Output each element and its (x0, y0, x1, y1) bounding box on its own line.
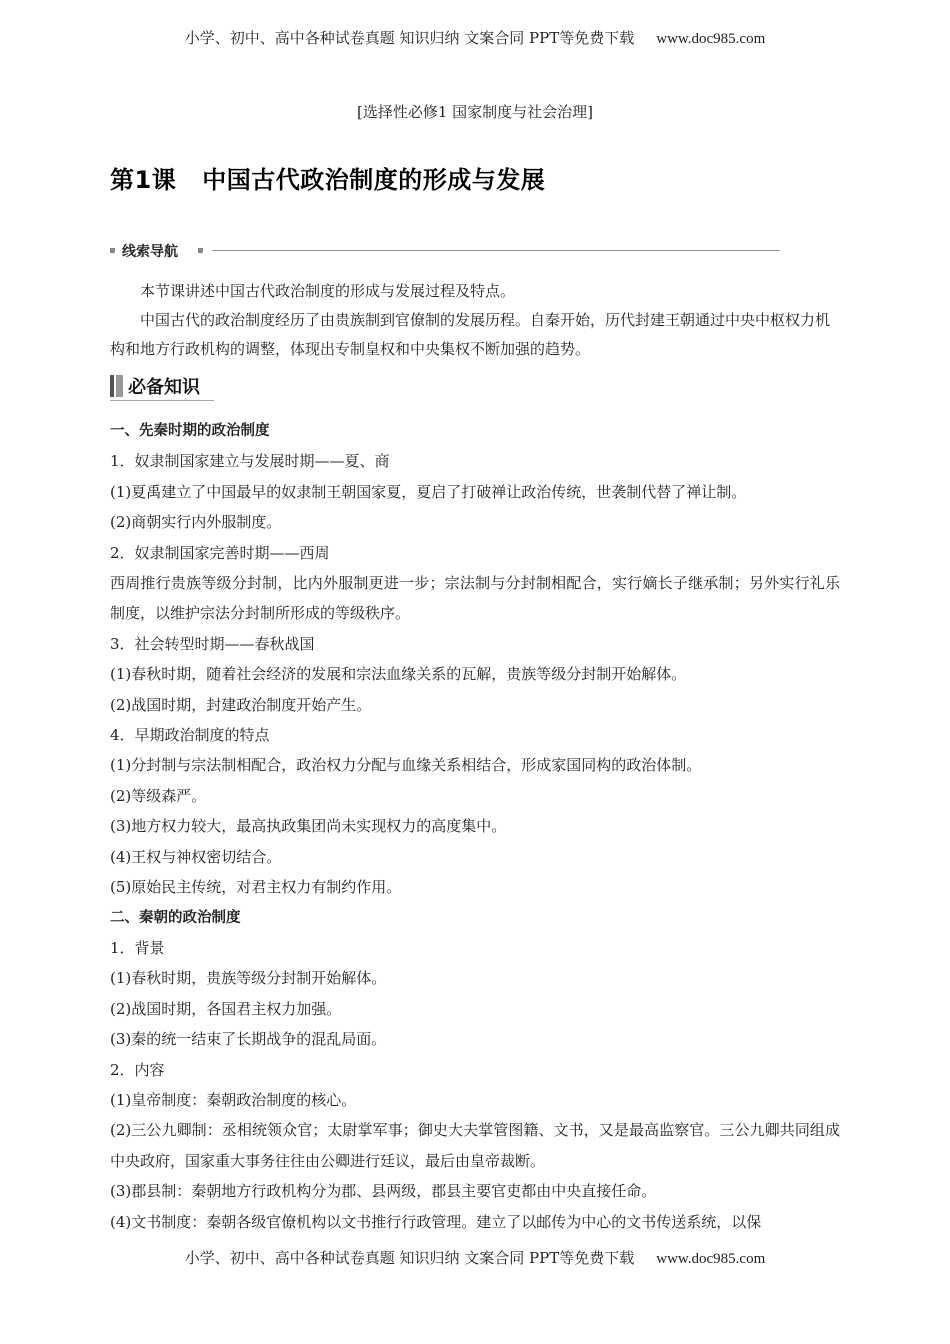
page-header (0, 27, 950, 48)
content-line: (1)分封制与宗法制相配合，政治权力分配与血缘关系相结合，形成家国同构的政治体制。 (110, 756, 702, 775)
divider-line (212, 250, 780, 251)
footer-ad-text: 小学、初中、高中各种试卷真题 知识归纳 文案合同 PPT等免费下载 (184, 1249, 635, 1267)
section-bar-icon (116, 375, 123, 397)
guide-paragraph: 本节课讲述中国古代政治制度的形成与发展过程及特点。 (140, 282, 516, 300)
part-heading: 一、先秦时期的政治制度 (110, 423, 270, 439)
page-footer (0, 1247, 950, 1268)
guide-label: 线索导航 (122, 244, 178, 260)
content-line: (4)王权与神权密切结合。 (110, 847, 282, 866)
section-header-knowledge (110, 373, 220, 399)
guide-section-header (110, 241, 780, 261)
square-bullet-icon (110, 248, 115, 253)
content-line: 1．背景 (110, 938, 165, 957)
content-line: (5)原始民主传统，对君主权力有制约作用。 (110, 878, 402, 897)
content-line: 2．奴隶制国家完善时期——西周 (110, 543, 330, 562)
content-line: 西周推行贵族等级分封制，比内外服制更进一步；宗法制与分封制相配合，实行嫡长子继承制；另外实行礼乐制度，以维护宗法分封制所形成的等级秩序。 (110, 574, 840, 623)
content-line: (3)郡县制：秦朝地方行政机构分为郡、县两级，郡县主要官吏都由中央直接任命。 (110, 1182, 657, 1201)
content-line: (1)春秋时期，贵族等级分封制开始解体。 (110, 969, 387, 988)
part-heading: 二、秦朝的政治制度 (110, 909, 241, 926)
content-line: 4．早期政治制度的特点 (110, 726, 270, 745)
content-body (110, 416, 840, 1237)
section-underline (110, 400, 214, 401)
content-line: (2)等级森严。 (110, 786, 207, 805)
footer-site-link[interactable]: www.doc985.com (656, 1251, 766, 1267)
header-site-link[interactable]: www.doc985.com (656, 31, 766, 47)
content-line: (2)商朝实行内外服制度。 (110, 513, 282, 532)
lesson-title-text: 中国古代政治制度的形成与发展 (202, 166, 546, 194)
lesson-number: 第1课 (110, 166, 177, 194)
header-ad-text: 小学、初中、高中各种试卷真题 知识归纳 文案合同 PPT等免费下载 (184, 29, 635, 47)
content-line: (1)皇帝制度：秦朝政治制度的核心。 (110, 1090, 357, 1109)
content-line: (2)战国时期，封建政治制度开始产生。 (110, 695, 372, 714)
guide-paragraph: 中国古代的政治制度经历了由贵族制到官僚制的发展历程。自秦开始，历代封建王朝通过中央中枢权力机构和地方行政机构的调整，体现出专制皇权和中央集权不断加强的趋势。 (110, 311, 831, 358)
lesson-title (110, 160, 545, 195)
section-label: 必备知识 (128, 377, 200, 398)
content-line: (3)地方权力较大，最高执政集团尚未实现权力的高度集中。 (110, 817, 507, 836)
content-line: (1)春秋时期，随着社会经济的发展和宗法血缘关系的瓦解，贵族等级分封制开始解体。 (110, 665, 687, 684)
square-bullet-icon (198, 248, 203, 253)
content-line: (2)三公九卿制：丞相统领众官；太尉掌军事；御史大夫掌管图籍、文书，又是最高监察官。三公九卿共同组成中央政府，国家重大事务往往由公卿进行廷议，最后由皇帝裁断。 (110, 1121, 840, 1170)
subject-label: [选择性必修1 国家制度与社会治理] (356, 103, 594, 121)
content-line: (3)秦的统一结束了长期战争的混乱局面。 (110, 1030, 387, 1049)
content-line: (4)文书制度：秦朝各级官僚机构以文书推行行政管理。建立了以邮传为中心的文书传送系统，以保 (110, 1212, 762, 1231)
content-line: 1．奴隶制国家建立与发展时期——夏、商 (110, 452, 390, 471)
content-line: (2)战国时期，各国君主权力加强。 (110, 999, 342, 1018)
content-line: 2．内容 (110, 1060, 165, 1079)
section-bar-icon (110, 375, 114, 397)
guide-text (110, 277, 840, 364)
content-line: (1)夏禹建立了中国最早的奴隶制王朝国家夏，夏启了打破禅让政治传统，世袭制代替了禅让制。 (110, 482, 747, 501)
content-line: 3．社会转型时期——春秋战国 (110, 634, 315, 653)
